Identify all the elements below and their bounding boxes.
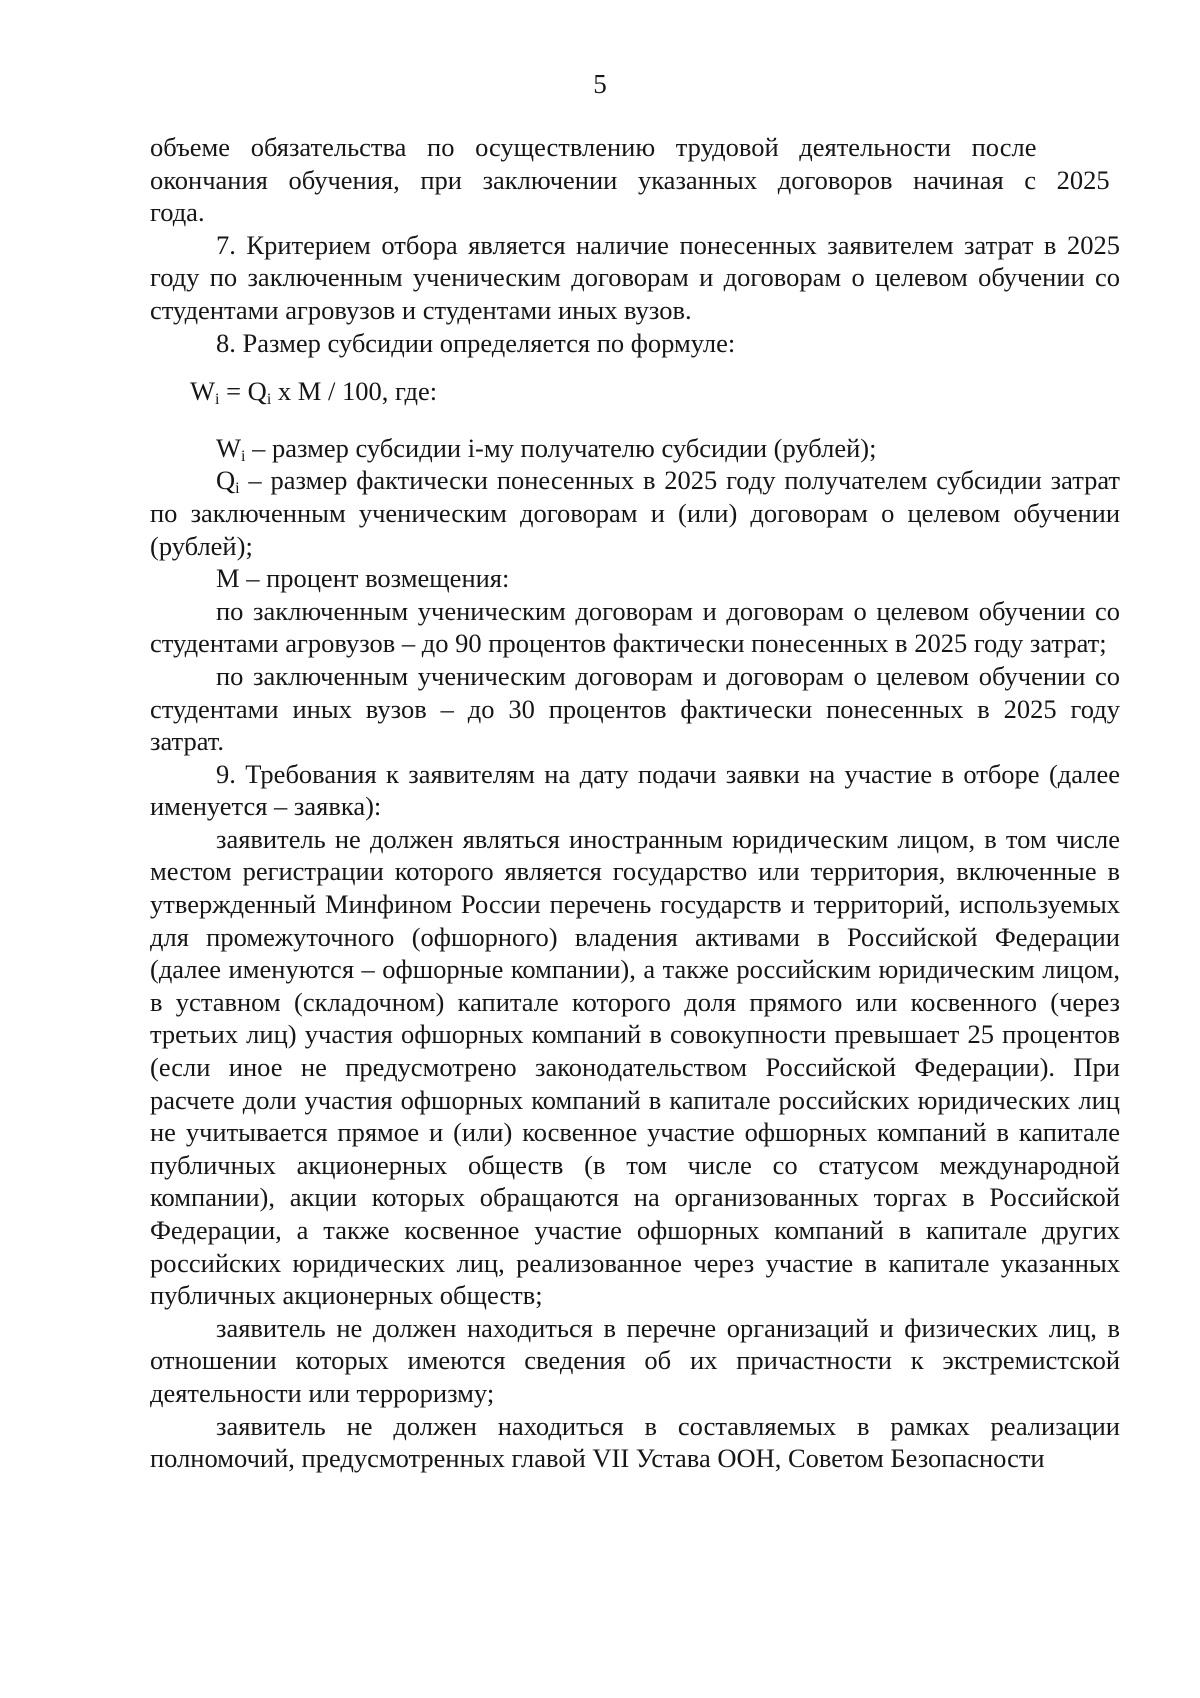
definition-q-symbol: Q <box>216 465 236 496</box>
paragraph-7: 7. Критерием отбора является наличие понесенных заявителем затрат в 2025 году по заключенным ученическим договорам и договорам о целевом обучении со студентами агровузов и студентами иных вузов. <box>150 229 1120 325</box>
formula-w: W <box>190 376 216 407</box>
subsidy-formula <box>150 375 1120 408</box>
formula-q-index: i <box>266 391 272 409</box>
requirement-un-lists: заявитель не должен находиться в составляемых в рамках реализации полномочий, предусмотренных главой VII Устава ООН, Советом Безопасности <box>150 1410 1120 1474</box>
definition-q <box>150 464 1120 562</box>
definition-w <box>150 432 1120 465</box>
definition-w-text: – размер субсидии i-му получателю субсидии (рублей); <box>252 432 877 463</box>
m-item-agro: по заключенным ученическим договорам и договорам о целевом обучении со студентами агровузов – до 90 процентов фактически понесенных в 2025 году затрат; <box>150 595 1120 659</box>
requirement-offshore: заявитель не должен являться иностранным юридическим лицом, в том числе местом регистрации которого является государство или территория, включенные в утвержденный Минфином России перечень государств и территорий, используемых для промежуточного (офшорного) владения активами в Российской Федерации (далее именуются – офшорные компании), а также российским юридическим лицом, в уставном (складочном) капитале которого доля прямого или косвенного (через третьих лиц) участия офшорных компаний в совокупности превышает 25 процентов (если иное не предусмотрено законодательством Российской Федерации). При расчете доли участия офшорных компаний в капитале российских юридических лиц не учитывается прямое и (или) косвенное участие офшорных компаний в капитале публичных акционерных обществ (в том числе со статусом международной компании), акции которых обращаются на организованных торгах в Российской Федерации, а также косвенное участие офшорных компаний в капитале других российских юридических лиц, реализованное через участие в капитале указанных публичных акционерных обществ; <box>150 823 1120 1311</box>
page-number: 5 <box>593 69 607 99</box>
paragraph-9: 9. Требования к заявителям на дату подачи заявки на участие в отборе (далее именуется – заявка): <box>150 758 1120 822</box>
m-item-other: по заключенным ученическим договорам и договорам о целевом обучении со студентами иных вузов – до 30 процентов фактически понесенных в 2025 году затрат. <box>150 660 1120 757</box>
requirement-extremism: заявитель не должен находиться в перечне организаций и физических лиц, в отношении которых имеются сведения об их причастности к экстремистской деятельности или терроризму; <box>150 1312 1120 1408</box>
definition-q-text: – размер фактически понесенных в 2025 году получателем субсидии затрат по заключенным ученическим договорам и (или) договорам о целевом обучении (рублей); <box>150 465 1120 561</box>
formula-equals: = <box>219 376 248 407</box>
document-body <box>150 131 1120 1475</box>
definition-m: M – процент возмещения: <box>216 563 510 594</box>
definition-w-index: i <box>241 447 246 465</box>
paragraph-8: 8. Размер субсидии определяется по формуле: <box>216 327 736 358</box>
formula-q: Q <box>247 376 267 407</box>
definition-w-symbol: W <box>216 432 242 463</box>
definition-q-index: i <box>235 480 240 498</box>
paragraph-continuation: объеме обязательства по осуществлению трудовой деятельности после окончания обучения, при заключении указанных договоров начиная с 2025 года. <box>150 132 1110 228</box>
formula-rest: x M / 100, где: <box>271 376 438 407</box>
formula-w-index: i <box>215 391 220 409</box>
